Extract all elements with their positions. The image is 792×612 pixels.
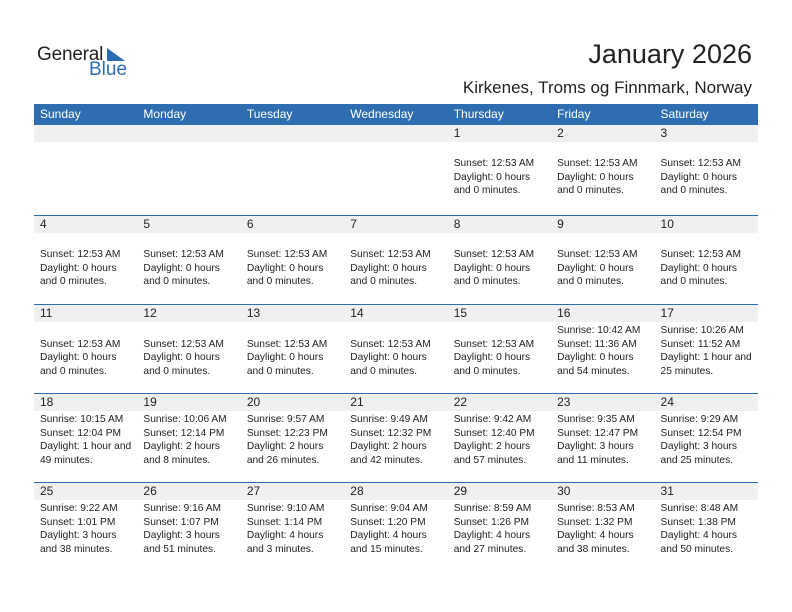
sunset-text: Sunset: 12:53 AM [246, 338, 328, 350]
daylight-text: and 3 minutes. [246, 543, 314, 555]
daylight-text: Daylight: 3 hours [143, 530, 220, 542]
daylight-text: Daylight: 0 hours [246, 262, 324, 274]
daylight-text: and 50 minutes. [660, 543, 734, 555]
day-cell [448, 500, 551, 556]
sunset-text: Sunset: 12:47 PM [557, 427, 639, 439]
day-cell [551, 500, 654, 556]
sunrise-text [40, 324, 137, 338]
logo-word-general: General [37, 44, 104, 65]
daylight-text: Daylight: 0 hours [660, 171, 737, 183]
day-number: 9 [557, 217, 564, 231]
day-number: 26 [143, 484, 157, 498]
daylight-text: Daylight: 3 hours [40, 530, 117, 542]
sunrise-text [247, 324, 344, 338]
day-number: 1 [453, 126, 461, 140]
sunrise-text: Sunrise: 9:04 AM [350, 503, 428, 514]
sunset-text: Sunset: 12:14 PM [143, 427, 225, 439]
daylight-text: Daylight: 3 hours [660, 441, 737, 453]
daylight-text: 49 minutes. [40, 454, 93, 466]
weekday-thursday: Thursday [453, 107, 504, 121]
sunset-text: Sunset: 12:53 AM [453, 338, 535, 350]
daylight-text: Daylight: 0 hours [557, 352, 634, 364]
daylight-text: and 0 minutes. [40, 276, 107, 288]
day-cell [137, 142, 240, 198]
week-row [34, 482, 758, 571]
daylight-text: and 0 minutes. [143, 276, 211, 288]
sunset-text: Sunset: 11:36 AM [557, 338, 637, 350]
sunset-text: Sunset: 1:14 PM [246, 516, 323, 528]
daylight-text: and 0 minutes. [660, 185, 728, 197]
sunset-text: Sunset: 12:53 AM [40, 249, 121, 260]
day-number: 5 [143, 217, 151, 231]
day-cell [137, 233, 240, 289]
day-cell [551, 411, 654, 467]
weekday-monday: Monday [143, 107, 187, 121]
day-cell [551, 233, 654, 289]
daylight-text: Daylight: 0 hours [453, 171, 531, 183]
day-number [344, 125, 447, 142]
sunrise-text: Sunrise: 10:15 AM [40, 414, 124, 425]
day-number [137, 125, 240, 142]
daylight-text: Daylight: 1 hour and [40, 441, 132, 453]
date-strip [34, 125, 758, 142]
day-number: 30 [557, 484, 571, 498]
daylight-text: and 0 minutes. [246, 365, 314, 377]
sunrise-text: Sunrise: 9:16 AM [143, 503, 222, 514]
day-number: 28 [350, 484, 364, 498]
daylight-text: and 0 minutes. [557, 276, 624, 288]
day-cell [551, 322, 654, 378]
day-number: 31 [660, 484, 674, 498]
sunset-text: Sunset: 11:52 AM [660, 338, 741, 350]
day-cell [655, 233, 758, 289]
daylight-text: and 25 minutes. [660, 454, 734, 466]
daylight-text: and 38 minutes. [40, 543, 113, 555]
day-number: 4 [40, 217, 47, 231]
sunset-text: Sunset: 12:53 AM [350, 249, 431, 260]
sunset-text: Sunset: 12:53 AM [557, 249, 638, 260]
day-cell [241, 233, 344, 289]
sunrise-text: Sunrise: 9:57 AM [246, 414, 325, 425]
sunrise-text: Sunrise: 8:48 AM [660, 503, 739, 514]
daylight-text: Daylight: 4 hours [557, 530, 634, 542]
weekday-sunday: Sunday [40, 107, 81, 121]
daylight-text: and 11 minutes. [557, 454, 629, 466]
week-row [34, 215, 758, 304]
sunrise-text: Sunrise: 9:35 AM [557, 414, 635, 425]
sunset-text: Sunset: 12:40 PM [453, 427, 535, 439]
day-number: 23 [557, 395, 571, 409]
week-row [34, 393, 758, 482]
sunset-text: Sunset: 1:32 PM [557, 516, 633, 528]
sunrise-text: Sunrise: 9:10 AM [246, 503, 325, 514]
sunrise-text: Sunrise: 10:06 AM [143, 414, 227, 425]
day-number: 12 [143, 306, 157, 320]
day-cell [344, 142, 447, 198]
day-number: 10 [660, 217, 674, 231]
day-cell [34, 322, 137, 378]
sunrise-text: Sunrise: 10:26 AM [660, 325, 744, 336]
day-cell [655, 500, 758, 556]
logo [37, 44, 137, 84]
day-number: 19 [143, 395, 157, 409]
day-number: 15 [453, 306, 468, 320]
day-cell [655, 411, 758, 467]
day-number: 22 [453, 395, 468, 409]
day-cell [344, 500, 447, 556]
daylight-text: 25 minutes. [660, 365, 714, 377]
daylight-text: and 0 minutes. [350, 276, 418, 288]
daylight-text: Daylight: 0 hours [350, 352, 427, 364]
daylight-text: and 38 minutes. [557, 543, 630, 555]
sunset-text: Sunset: 12:53 AM [453, 158, 535, 169]
day-cell [241, 142, 344, 198]
daylight-text: and 0 minutes. [453, 185, 521, 197]
sunrise-text [350, 324, 447, 338]
weeks-container [34, 125, 758, 571]
daylight-text: Daylight: 0 hours [660, 262, 737, 274]
day-number: 7 [350, 217, 357, 231]
day-cell [448, 411, 551, 467]
day-number: 6 [246, 217, 254, 231]
sunset-text: Sunset: 12:04 PM [40, 427, 121, 439]
day-cell [34, 233, 137, 289]
daylight-text: and 0 minutes. [143, 365, 211, 377]
weekday-tuesday: Tuesday [246, 107, 293, 121]
daylight-text: and 57 minutes. [453, 454, 527, 466]
daylight-text: and 54 minutes. [557, 365, 630, 377]
sunset-text: Sunset: 12:53 AM [453, 249, 535, 260]
sunset-text: Sunset: 12:53 AM [143, 249, 224, 260]
daylight-text: Daylight: 1 hour and [660, 352, 752, 364]
daylight-text: and 0 minutes. [660, 276, 728, 288]
sunrise-text: Sunrise: 9:42 AM [453, 414, 532, 425]
daylight-text: and 26 minutes. [246, 454, 320, 466]
daylight-text: Daylight: 3 hours [557, 441, 634, 453]
sunrise-text: Sunrise: 10:42 AM [557, 325, 641, 336]
sunrise-text: Sunrise: 8:53 AM [557, 503, 635, 514]
day-cell [655, 322, 758, 378]
sunset-text: Sunset: 12:53 AM [143, 338, 224, 350]
daylight-text: and 51 minutes. [143, 543, 216, 555]
day-number: 16 [557, 306, 571, 320]
sunset-text: Sunset: 12:53 AM [557, 158, 638, 169]
day-cell [551, 142, 654, 198]
daylight-text: Daylight: 0 hours [557, 262, 634, 274]
day-cell [241, 500, 344, 556]
day-cell [137, 411, 240, 467]
date-strip [34, 394, 758, 411]
day-cell [655, 142, 758, 198]
day-cell [241, 411, 344, 467]
day-number: 29 [453, 484, 468, 498]
week-body [34, 142, 758, 198]
day-cell [448, 233, 551, 289]
daylight-text: and 27 minutes. [453, 543, 527, 555]
location-subtitle: Kirkenes, Troms og Finnmark, Norway [462, 78, 752, 97]
daylight-text: Daylight: 4 hours [350, 530, 427, 542]
day-number: 27 [246, 484, 261, 498]
day-cell [344, 411, 447, 467]
page-title: January 2026 [588, 39, 752, 69]
sunset-text: Sunset: 12:32 PM [350, 427, 432, 439]
sunset-text: Sunset: 12:53 AM [660, 158, 741, 169]
daylight-text: and 0 minutes. [453, 276, 521, 288]
sunset-text: Sunset: 12:53 AM [40, 338, 121, 350]
daylight-text: Daylight: 4 hours [660, 530, 737, 542]
daylight-text: Daylight: 2 hours [246, 441, 324, 453]
daylight-text: and 0 minutes. [350, 365, 418, 377]
weekday-header [34, 104, 758, 125]
calendar-grid [34, 104, 758, 571]
daylight-text: Daylight: 4 hours [246, 530, 324, 542]
sunrise-text [143, 324, 240, 338]
day-number [241, 125, 344, 142]
sunset-text: Sunset: 1:01 PM [40, 516, 116, 528]
day-number: 17 [660, 306, 674, 320]
day-cell [34, 411, 137, 467]
sunset-text: Sunset: 12:23 PM [246, 427, 328, 439]
daylight-text: and 15 minutes. [350, 543, 423, 555]
day-number [34, 125, 137, 142]
weekday-wednesday: Wednesday [350, 107, 414, 121]
daylight-text: Daylight: 0 hours [143, 352, 220, 364]
daylight-text: Daylight: 0 hours [453, 262, 531, 274]
day-cell [344, 233, 447, 289]
day-number: 3 [660, 126, 668, 140]
week-body [34, 233, 758, 289]
daylight-text: Daylight: 4 hours [453, 530, 531, 542]
sunset-text: Sunset: 12:53 AM [660, 249, 741, 260]
daylight-text: and 8 minutes. [143, 454, 211, 466]
daylight-text: Daylight: 0 hours [350, 262, 427, 274]
sunrise-text: Sunrise: 9:29 AM [660, 414, 739, 425]
day-number: 2 [557, 126, 564, 140]
day-number: 14 [350, 306, 364, 320]
sunset-text: Sunset: 12:53 AM [246, 249, 328, 260]
week-row [34, 304, 758, 393]
daylight-text: Daylight: 0 hours [40, 352, 117, 364]
daylight-text: Daylight: 0 hours [143, 262, 220, 274]
daylight-text: Daylight: 0 hours [557, 171, 634, 183]
sunset-text: Sunset: 1:38 PM [660, 516, 736, 528]
daylight-text: Daylight: 0 hours [453, 352, 531, 364]
week-body [34, 322, 758, 378]
day-cell [34, 142, 137, 198]
sunset-text: Sunset: 12:53 AM [350, 338, 431, 350]
day-cell [448, 142, 551, 198]
day-number: 24 [660, 395, 674, 409]
date-strip [34, 305, 758, 322]
daylight-text: Daylight: 0 hours [40, 262, 117, 274]
week-row [34, 125, 758, 215]
day-cell [344, 322, 447, 378]
sunset-text: Sunset: 1:26 PM [453, 516, 530, 528]
daylight-text: Daylight: 2 hours [143, 441, 220, 453]
daylight-text: and 0 minutes. [453, 365, 521, 377]
day-number: 25 [40, 484, 54, 498]
weekday-saturday: Saturday [660, 107, 709, 121]
day-cell [241, 322, 344, 378]
day-number: 13 [246, 306, 261, 320]
daylight-text: and 0 minutes. [557, 185, 624, 197]
day-number: 20 [246, 395, 261, 409]
sunrise-text [454, 324, 551, 338]
daylight-text: Daylight: 0 hours [246, 352, 324, 364]
date-strip [34, 483, 758, 500]
daylight-text: Daylight: 2 hours [350, 441, 427, 453]
sunrise-text: Sunrise: 9:49 AM [350, 414, 428, 425]
daylight-text: and 0 minutes. [246, 276, 314, 288]
week-body [34, 411, 758, 467]
sunrise-text: Sunrise: 8:59 AM [453, 503, 532, 514]
sunrise-text: Sunrise: 9:22 AM [40, 503, 118, 514]
daylight-text: Daylight: 2 hours [453, 441, 531, 453]
day-number: 21 [350, 395, 364, 409]
week-body [34, 500, 758, 556]
sunset-text: Sunset: 12:54 PM [660, 427, 742, 439]
weekday-friday: Friday [557, 107, 591, 121]
day-cell [137, 500, 240, 556]
daylight-text: and 42 minutes. [350, 454, 423, 466]
daylight-text: and 0 minutes. [40, 365, 107, 377]
day-number: 11 [40, 306, 53, 320]
day-cell [137, 322, 240, 378]
logo-word-blue: Blue [89, 59, 128, 80]
sunset-text: Sunset: 1:07 PM [143, 516, 219, 528]
date-strip [34, 216, 758, 233]
day-cell [34, 500, 137, 556]
day-cell [448, 322, 551, 378]
sunset-text: Sunset: 1:20 PM [350, 516, 426, 528]
day-number: 8 [453, 217, 461, 231]
day-number: 18 [40, 395, 54, 409]
